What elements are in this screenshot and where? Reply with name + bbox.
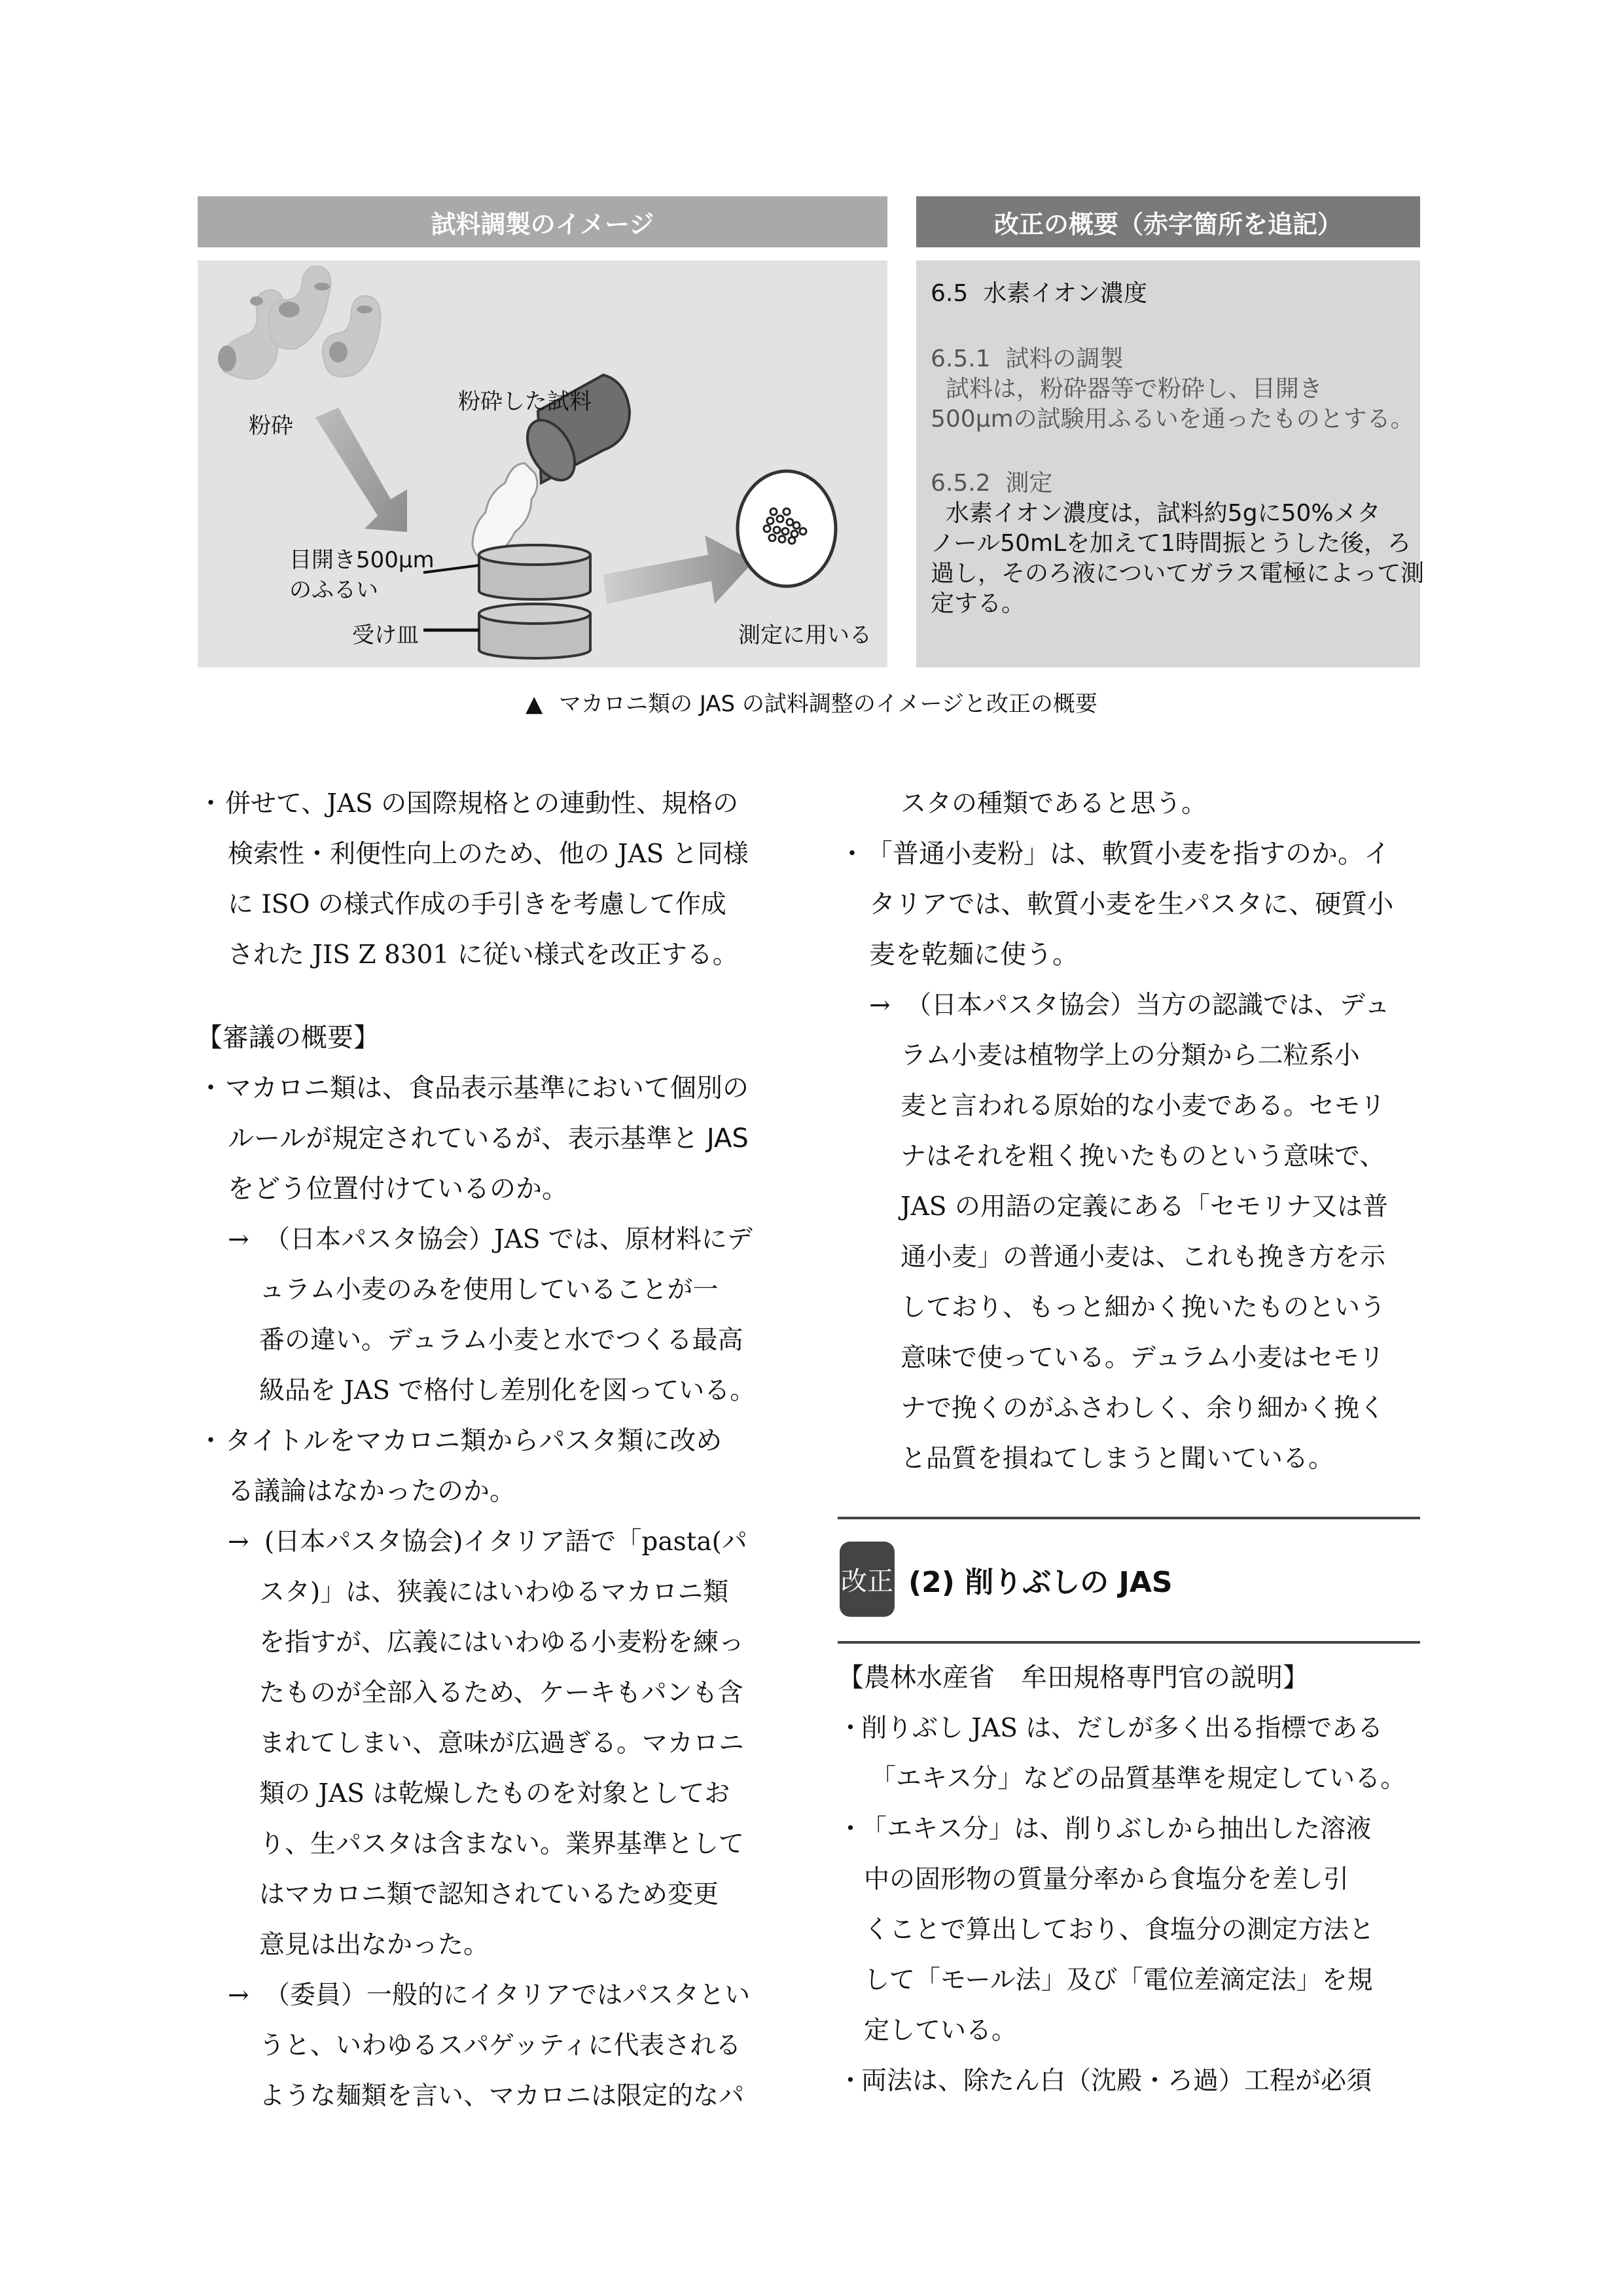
explanation-item [838,1703,1427,1804]
text-line: 併せて、JAS の国際規格との連動性、規格の [225,789,739,819]
section-heading-deliberation: 【審議の概要】 [196,1023,380,1053]
bullet: ・ [838,1714,864,1743]
text-line: うと、いわゆるスパゲッティに代表される [259,2031,741,2060]
sample-preparation-illustration [198,260,887,667]
text-line: に ISO の様式作成の手引きを考慮して作成 [228,890,726,919]
label-sieve-line1: 目開き500μm [289,547,435,573]
text-line: （日本パスタ協会）当方の認識では、デュ [906,991,1390,1020]
figure-left-header [198,196,887,247]
left-column [196,779,785,2121]
text-line: タイトルをマカロニ類からパスタ類に改め [225,1426,722,1456]
label-grind: 粉砕 [249,413,293,439]
answer-item [838,980,1427,1484]
text-line: くことで算出しており、食塩分の測定方法と [864,1915,1375,1945]
text-line: る議論はなかったのか。 [228,1476,516,1506]
question-item [196,1063,785,1214]
text-line: 中の固形物の質量分率から食塩分を差し引 [864,1865,1349,1894]
figure-left-header-text: 試料調製のイメージ [431,209,654,239]
figure-right-header [916,196,1420,247]
text-line: ュラム小麦のみを使用していることが一 [259,1275,719,1305]
figure-caption [0,686,1623,718]
explanation-item [838,1804,1427,2056]
text-line: （日本パスタ協会）JAS では、原材料にデ [264,1225,753,1254]
right-column-section2 [838,1653,1427,2106]
revision-summary-box [916,260,1425,667]
text-line: 通小麦」の普通小麦は、これも挽き方を示 [901,1243,1386,1272]
receiver-pan-icon [479,604,590,658]
text-line: しており、もっと細かく挽いたものという [901,1293,1386,1322]
text-line: スタの種類であると思う。 [901,789,1207,819]
figure-right-header-text: 改正の概要（赤字箇所を追記） [993,209,1342,239]
arrow-icon: → [228,1981,249,2010]
spec-section-title: 6.5 水素イオン濃度 [931,280,1148,307]
revision-badge [840,1542,895,1617]
text-line: まれてしまい、意味が広過ぎる。マカロニ [259,1729,745,1758]
bullet: ・ [198,1426,224,1456]
text-line: ルールが規定されているが、表示基準と JAS [228,1123,749,1154]
explanation-item [838,2056,1427,2106]
text-line: JAS の用語の定義にある「セモリナ又は普 [901,1192,1389,1222]
text-line: 意見は出なかった。 [259,1930,490,1960]
answer-item [196,1214,785,1416]
section-divider-bottom [838,1641,1420,1644]
spec-sub2-title: 6.5.2 測定 [931,470,1053,497]
text-line: ナはそれを粗く挽いたものという意味で、 [901,1142,1385,1171]
text-line: 「エキス分」などの品質基準を規定している。 [870,1764,1406,1793]
label-ground-sample: 粉砕した試料 [458,389,592,415]
text-line: 削りぶし JAS は、だしが多く出る指標である [861,1714,1383,1743]
arrow-icon: → [869,991,891,1020]
arrow-icon: → [228,1527,249,1557]
answer-item [196,1970,785,2121]
macaroni-icon [218,266,381,379]
text-line: 「普通小麦粉」は、軟質小麦を指すのか。イ [866,839,1390,869]
label-sieve-line2: のふるい [289,577,378,603]
label-use-for-measurement: 測定に用いる [738,622,872,648]
spec-sub1-line: 500μmの試験用ふるいを通ったものとする。 [931,406,1414,433]
caption-triangle-icon: ▲ [526,691,543,717]
text-line: 麦と言われる原始的な小麦である。セモリ [901,1091,1386,1121]
text-line: して「モール法」及び「電位差滴定法」を規 [864,1966,1373,1995]
text-line: (日本パスタ協会)イタリア語で「pasta(パ [264,1527,747,1557]
bullet: ・ [838,1814,864,1844]
text-line: ナで挽くのがふさわしく、余り細かく挽く [901,1394,1385,1423]
text-line: された JIS Z 8301 に従い様式を改正する。 [228,940,738,970]
intro-paragraph [196,779,785,980]
measurement-dish-icon [738,471,836,586]
bullet: ・ [838,2066,864,2096]
text-line: を指すが、広義にはいわゆる小麦粉を練っ [259,1628,745,1657]
spec-sub1-line: 試料は，粉砕器等で粉砕し、目開き [931,376,1323,402]
text-line: ラム小麦は植物学上の分類から二粒系小 [901,1041,1360,1070]
text-line: （委員）一般的にイタリアではパスタとい [264,1981,751,2010]
text-line: 類の JAS は乾燥したものを対象としてお [259,1779,730,1809]
text-line: 麦を乾麺に使う。 [869,940,1079,970]
subheading-maff-explanation: 【農林水産省 牟田規格専門官の説明】 [838,1663,1309,1693]
text-line: 「エキス分」は、削りぶしから抽出した溶液 [861,1814,1372,1844]
right-column [838,779,1427,1484]
question-item [196,1416,785,1517]
text-line: ような麺類を言い、マカロニは限定的なパ [259,2081,745,2111]
question-item [838,829,1427,980]
caption-text: マカロニ類の JAS の試料調整のイメージと改正の概要 [559,691,1097,717]
grind-arrow-icon [315,408,407,532]
section-title: (2) 削りぶしの JAS [908,1566,1173,1599]
text-line: 定している。 [864,2016,1018,2045]
sieve-icon [479,545,590,599]
illustration-svg [198,260,887,667]
spec-sub2-line: ノール50mLを加えて1時間振とうした後，ろ [931,530,1412,557]
text-line: スタ)」は、狭義にはいわゆるマカロニ類 [259,1578,729,1607]
text-line: り、生パスタは含まない。業界基準として [259,1829,745,1859]
spec-sub2-line: 水素イオン濃度は，試料約5gに50%メタ [931,500,1381,527]
bullet: ・ [839,839,865,869]
spec-sub1-title: 6.5.1 試料の調製 [931,345,1124,372]
text-line: 検索性・利便性向上のため、他の JAS と同様 [228,839,749,869]
measure-arrow-icon [603,535,754,604]
answer-item [196,1517,785,1970]
text-line: はマカロニ類で認知されているため変更 [259,1880,719,1909]
revision-badge-text: 改正 [841,1566,893,1597]
text-line: マカロニ類は、食品表示基準において個別の [225,1073,749,1103]
spec-sub2-line: 定する。 [931,590,1026,617]
label-receiver: 受け皿 [352,622,419,648]
text-line: たものが全部入るため、ケーキもパンも含 [259,1678,743,1708]
section-divider-top [838,1517,1420,1519]
text-line: 意味で使っている。デュラム小麦はセモリ [901,1343,1385,1373]
bullet: ・ [198,1073,224,1103]
text-line: タリアでは、軟質小麦を生パスタに、硬質小 [869,889,1394,919]
bullet: ・ [198,789,224,819]
text-line: をどう位置付けているのか。 [228,1174,568,1204]
spec-sub2-line: 過し，そのろ液についてガラス電極によって測 [931,560,1425,587]
text-line: 番の違い。デュラム小麦と水でつくる最高 [259,1326,743,1355]
text-line: と品質を損ねてしまうと聞いている。 [901,1444,1334,1474]
arrow-icon: → [228,1225,249,1254]
text-line: 級品を JAS で格付し差別化を図っている。 [259,1376,756,1405]
text-line: 両法は、除たん白（沈殿・ろ過）工程が必須 [861,2066,1372,2096]
